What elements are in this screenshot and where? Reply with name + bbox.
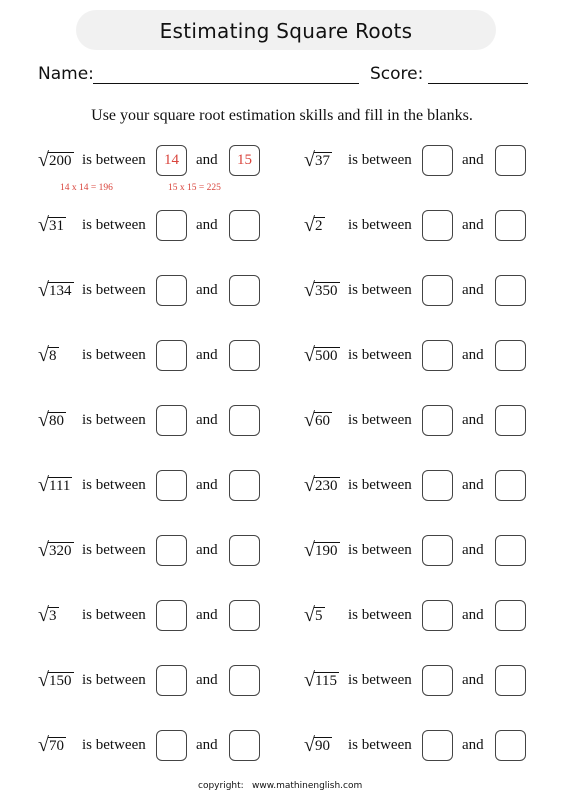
radical-icon: √: [304, 604, 315, 626]
answer-box-upper[interactable]: [229, 210, 260, 241]
answer-box-upper[interactable]: [229, 600, 260, 631]
radical-icon: √: [304, 409, 315, 431]
radical-icon: √: [38, 474, 49, 496]
between-text: is between: [82, 412, 146, 428]
name-label: Name:: [38, 64, 94, 84]
answer-box-lower[interactable]: [156, 665, 187, 696]
answer-box-upper[interactable]: [229, 275, 260, 306]
between-text: is between: [82, 152, 146, 168]
answer-box-upper[interactable]: [495, 470, 526, 501]
answer-box-lower[interactable]: [422, 340, 453, 371]
answer-box-upper[interactable]: 15: [229, 145, 260, 176]
radicand-value: 3: [49, 608, 57, 624]
radicand-value: 31: [49, 218, 64, 234]
and-text: and: [462, 607, 484, 623]
radical-icon: √: [304, 474, 315, 496]
and-text: and: [462, 217, 484, 233]
and-text: and: [462, 152, 484, 168]
and-text: and: [462, 412, 484, 428]
answer-box-lower[interactable]: [156, 470, 187, 501]
radical-icon: √: [38, 279, 49, 301]
radical-icon: √: [38, 409, 49, 431]
between-text: is between: [82, 347, 146, 363]
between-text: is between: [82, 477, 146, 493]
answer-box-lower[interactable]: [156, 210, 187, 241]
answer-box-lower[interactable]: [156, 275, 187, 306]
and-text: and: [462, 477, 484, 493]
between-text: is between: [82, 607, 146, 623]
radical-icon: √: [304, 539, 315, 561]
answer-box-upper[interactable]: [229, 665, 260, 696]
between-text: is between: [348, 477, 412, 493]
radical-icon: √: [304, 214, 315, 236]
footer-url: www.mathinenglish.com: [252, 781, 363, 791]
between-text: is between: [348, 152, 412, 168]
and-text: and: [196, 542, 218, 558]
answer-box-upper[interactable]: [229, 340, 260, 371]
radicand-value: 230: [315, 478, 338, 494]
and-text: and: [196, 282, 218, 298]
answer-box-lower[interactable]: [422, 730, 453, 761]
answer-box-upper[interactable]: [495, 340, 526, 371]
radicand-value: 60: [315, 413, 330, 429]
radical-icon: √: [304, 149, 315, 171]
between-text: is between: [82, 737, 146, 753]
answer-box-upper[interactable]: [495, 600, 526, 631]
answer-box-lower[interactable]: [422, 535, 453, 566]
radical-icon: √: [38, 604, 49, 626]
radical-icon: √: [38, 669, 49, 691]
answer-box-lower[interactable]: [156, 535, 187, 566]
between-text: is between: [348, 672, 412, 688]
and-text: and: [196, 217, 218, 233]
radicand-value: 5: [315, 608, 323, 624]
and-text: and: [196, 477, 218, 493]
answer-box-lower[interactable]: [156, 405, 187, 436]
instructions: Use your square root estimation skills and fill in the blanks.: [91, 107, 473, 124]
radicand-value: 2: [315, 218, 323, 234]
answer-box-upper[interactable]: [495, 210, 526, 241]
answer-box-upper[interactable]: [495, 145, 526, 176]
radical-icon: √: [38, 734, 49, 756]
radicand-value: 37: [315, 153, 330, 169]
radicand-value: 320: [49, 543, 72, 559]
radicand-value: 200: [49, 153, 72, 169]
radicand-value: 134: [49, 283, 72, 299]
answer-box-upper[interactable]: [495, 665, 526, 696]
radical-icon: √: [38, 214, 49, 236]
answer-box-upper[interactable]: [229, 730, 260, 761]
answer-box-upper[interactable]: [495, 405, 526, 436]
between-text: is between: [348, 282, 412, 298]
and-text: and: [196, 347, 218, 363]
example-hint-lower: 14 x 14 = 196: [60, 183, 113, 193]
radicand-value: 80: [49, 413, 64, 429]
and-text: and: [196, 607, 218, 623]
between-text: is between: [82, 282, 146, 298]
radical-icon: √: [38, 149, 49, 171]
and-text: and: [462, 347, 484, 363]
name-field-line[interactable]: [93, 83, 359, 84]
answer-box-upper[interactable]: [495, 275, 526, 306]
and-text: and: [462, 737, 484, 753]
radicand-value: 190: [315, 543, 338, 559]
between-text: is between: [82, 672, 146, 688]
answer-box-upper[interactable]: [229, 535, 260, 566]
between-text: is between: [348, 347, 412, 363]
between-text: is between: [82, 542, 146, 558]
between-text: is between: [82, 217, 146, 233]
between-text: is between: [348, 217, 412, 233]
radical-icon: √: [304, 344, 315, 366]
and-text: and: [196, 412, 218, 428]
between-text: is between: [348, 737, 412, 753]
and-text: and: [462, 542, 484, 558]
answer-box-lower[interactable]: [422, 145, 453, 176]
radicand-value: 500: [315, 348, 338, 364]
answer-box-lower[interactable]: 14: [156, 145, 187, 176]
answer-box-upper[interactable]: [495, 730, 526, 761]
and-text: and: [462, 672, 484, 688]
answer-box-upper[interactable]: [229, 405, 260, 436]
radicand-value: 90: [315, 738, 330, 754]
answer-box-lower[interactable]: [422, 470, 453, 501]
answer-box-lower[interactable]: [422, 275, 453, 306]
radical-icon: √: [304, 734, 315, 756]
example-hint-upper: 15 x 15 = 225: [168, 183, 221, 193]
between-text: is between: [348, 412, 412, 428]
radicand-value: 350: [315, 283, 338, 299]
radicand-value: 8: [49, 348, 57, 364]
and-text: and: [196, 672, 218, 688]
footer-copyright-label: copyright:: [198, 781, 244, 791]
answer-box-lower[interactable]: [156, 600, 187, 631]
answer-box-lower[interactable]: [156, 340, 187, 371]
radicand-value: 111: [49, 478, 71, 494]
radical-icon: √: [304, 669, 315, 691]
answer-box-lower[interactable]: [422, 665, 453, 696]
answer-box-lower[interactable]: [422, 210, 453, 241]
answer-box-upper[interactable]: [495, 535, 526, 566]
answer-box-upper[interactable]: [229, 470, 260, 501]
answer-box-lower[interactable]: [422, 600, 453, 631]
radicand-value: 70: [49, 738, 64, 754]
radicand-value: 115: [315, 673, 337, 689]
radicand-value: 150: [49, 673, 72, 689]
and-text: and: [462, 282, 484, 298]
radical-icon: √: [304, 279, 315, 301]
between-text: is between: [348, 542, 412, 558]
and-text: and: [196, 152, 218, 168]
radical-icon: √: [38, 344, 49, 366]
radical-icon: √: [38, 539, 49, 561]
answer-box-lower[interactable]: [422, 405, 453, 436]
answer-box-lower[interactable]: [156, 730, 187, 761]
worksheet-title: Estimating Square Roots: [159, 19, 413, 43]
score-label: Score:: [370, 64, 424, 84]
between-text: is between: [348, 607, 412, 623]
score-field-line[interactable]: [428, 83, 528, 84]
and-text: and: [196, 737, 218, 753]
